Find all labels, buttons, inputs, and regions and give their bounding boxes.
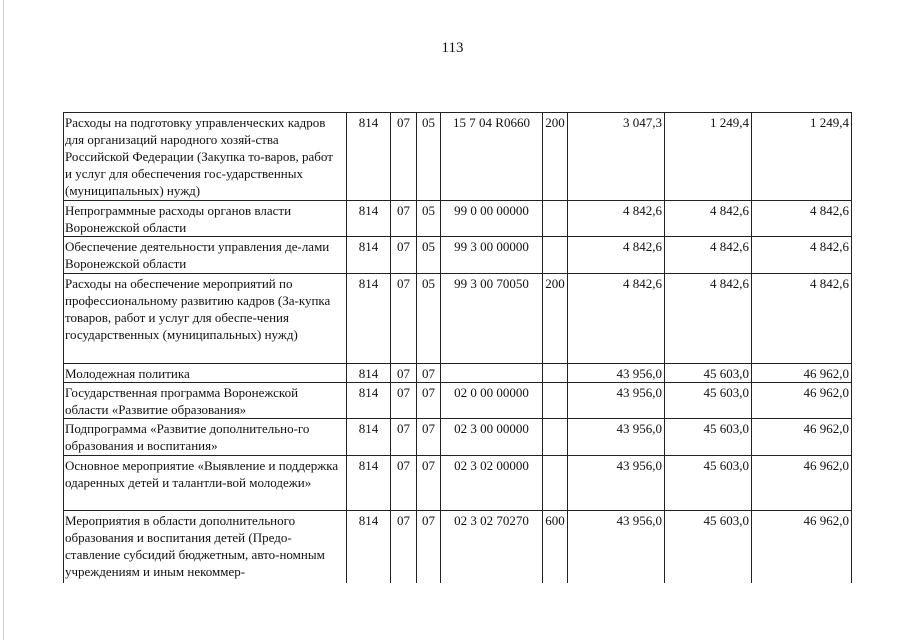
target-article-code: 02 3 02 00000: [441, 456, 543, 511]
target-article-code: 99 0 00 00000: [441, 201, 543, 237]
amount-year-2: 4 842,6: [665, 274, 752, 364]
expense-type-code: 200: [543, 274, 568, 364]
amount-year-2: 45 603,0: [665, 364, 752, 383]
target-article-code: 99 3 00 00000: [441, 237, 543, 274]
amount-year-3: 46 962,0: [752, 364, 852, 383]
department-code: 814: [347, 201, 391, 237]
amount-year-2: 4 842,6: [665, 201, 752, 237]
amount-year-3: 46 962,0: [752, 456, 852, 511]
amount-year-1: 4 842,6: [568, 237, 665, 274]
expense-name: Подпрограмма «Развитие дополнительно-го образования и воспитания»: [64, 419, 347, 456]
expense-name: Расходы на обеспечение мероприятий по профессиональному развитию кадров (За-купка товаров, работ и услуг для обеспе-чения государственных (муниципальных) нужд): [64, 274, 347, 364]
subsection-code: 07: [417, 419, 441, 456]
department-code: 814: [347, 274, 391, 364]
amount-year-3: 46 962,0: [752, 383, 852, 419]
subsection-code: 07: [417, 456, 441, 511]
section-code: 07: [391, 511, 417, 583]
subsection-code: 07: [417, 511, 441, 583]
subsection-code: 05: [417, 274, 441, 364]
amount-year-1: 43 956,0: [568, 383, 665, 419]
target-article-code: [441, 364, 543, 383]
subsection-code: 07: [417, 364, 441, 383]
section-code: 07: [391, 237, 417, 274]
expense-name: Мероприятия в области дополнительного образования и воспитания детей (Предо-ставление субсидий бюджетным, авто-номным учреждениям и иным некоммер-: [64, 511, 347, 583]
amount-year-1: 43 956,0: [568, 419, 665, 456]
expense-type-code: [543, 383, 568, 419]
amount-year-3: 1 249,4: [752, 113, 852, 201]
amount-year-2: 45 603,0: [665, 511, 752, 583]
expense-type-code: [543, 456, 568, 511]
table-row: [64, 113, 852, 201]
target-article-code: 02 3 02 70270: [441, 511, 543, 583]
amount-year-1: 4 842,6: [568, 274, 665, 364]
expense-type-code: [543, 419, 568, 456]
department-code: 814: [347, 456, 391, 511]
expense-type-code: 600: [543, 511, 568, 583]
table-row: [64, 419, 852, 456]
section-code: 07: [391, 364, 417, 383]
expense-name: Государственная программа Воронежской области «Развитие образования»: [64, 383, 347, 419]
subsection-code: 07: [417, 383, 441, 419]
section-code: 07: [391, 456, 417, 511]
amount-year-1: 4 842,6: [568, 201, 665, 237]
department-code: 814: [347, 419, 391, 456]
department-code: 814: [347, 237, 391, 274]
target-article-code: 99 3 00 70050: [441, 274, 543, 364]
expense-name: Обеспечение деятельности управления де-лами Воронежской области: [64, 237, 347, 274]
expense-name: Молодежная политика: [64, 364, 347, 383]
section-code: 07: [391, 274, 417, 364]
expense-type-code: [543, 237, 568, 274]
expense-name: Расходы на подготовку управленческих кадров для организаций народного хозяй-ства Российской Федерации (Закупка то-варов, работ и услуг для обеспечения гос-ударственных (муниципальных) нужд): [64, 113, 347, 201]
section-code: 07: [391, 419, 417, 456]
table-row: [64, 201, 852, 237]
amount-year-2: 45 603,0: [665, 456, 752, 511]
amount-year-1: 43 956,0: [568, 511, 665, 583]
budget-table: [63, 112, 852, 583]
subsection-code: 05: [417, 201, 441, 237]
expense-type-code: 200: [543, 113, 568, 201]
table-row: [64, 364, 852, 383]
table-row: [64, 383, 852, 419]
amount-year-2: 1 249,4: [665, 113, 752, 201]
amount-year-3: 4 842,6: [752, 237, 852, 274]
table-row: [64, 456, 852, 511]
subsection-code: 05: [417, 113, 441, 201]
expense-type-code: [543, 364, 568, 383]
table-row: [64, 511, 852, 583]
target-article-code: 02 0 00 00000: [441, 383, 543, 419]
amount-year-2: 4 842,6: [665, 237, 752, 274]
amount-year-2: 45 603,0: [665, 419, 752, 456]
table-row: [64, 237, 852, 274]
department-code: 814: [347, 113, 391, 201]
amount-year-2: 45 603,0: [665, 383, 752, 419]
subsection-code: 05: [417, 237, 441, 274]
department-code: 814: [347, 511, 391, 583]
amount-year-3: 46 962,0: [752, 511, 852, 583]
amount-year-1: 43 956,0: [568, 364, 665, 383]
section-code: 07: [391, 113, 417, 201]
expense-type-code: [543, 201, 568, 237]
target-article-code: 02 3 00 00000: [441, 419, 543, 456]
section-code: 07: [391, 201, 417, 237]
amount-year-1: 43 956,0: [568, 456, 665, 511]
expense-name: Непрограммные расходы органов власти Воронежской области: [64, 201, 347, 237]
expense-name: Основное мероприятие «Выявление и поддержка одаренных детей и талантли-вой молодежи»: [64, 456, 347, 511]
page-number: 113: [441, 40, 464, 56]
table-row: [64, 274, 852, 364]
amount-year-3: 46 962,0: [752, 419, 852, 456]
amount-year-3: 4 842,6: [752, 201, 852, 237]
section-code: 07: [391, 383, 417, 419]
department-code: 814: [347, 364, 391, 383]
budget-table-body: [64, 113, 852, 583]
amount-year-1: 3 047,3: [568, 113, 665, 201]
target-article-code: 15 7 04 R0660: [441, 113, 543, 201]
department-code: 814: [347, 383, 391, 419]
amount-year-3: 4 842,6: [752, 274, 852, 364]
scan-edge-line: [3, 0, 4, 640]
